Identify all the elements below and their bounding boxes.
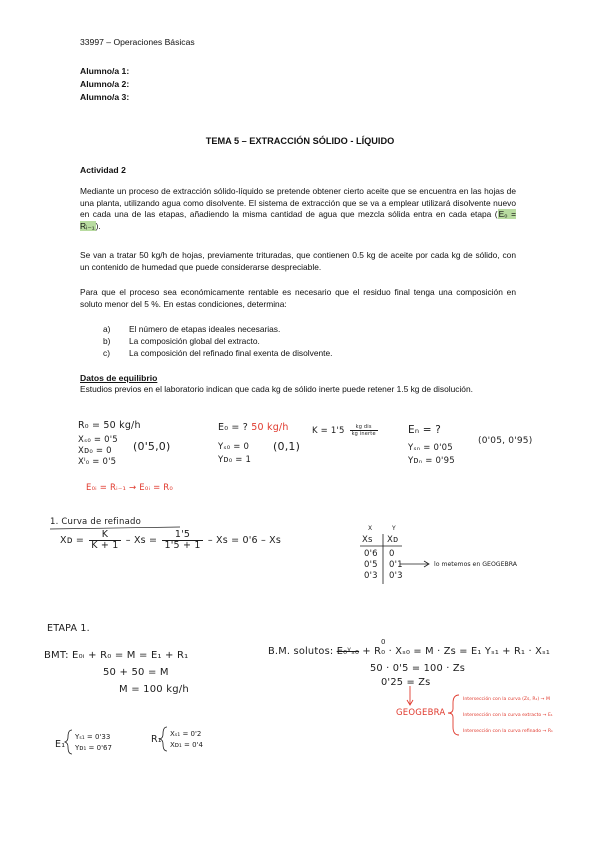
table-col-xd: Xᴅ	[387, 535, 399, 545]
stage-bm-rest: + R₀ · Xₛ₀ = M · Zs = E₁ Yₛ₁ + R₁ · Xₛ₁	[362, 646, 550, 657]
geogebra-brace	[448, 695, 459, 735]
question-c-marker: c)	[103, 348, 110, 358]
stage-bm-solutos	[268, 646, 550, 657]
stage-r1-xd: Xᴅ₁ = 0'4	[170, 741, 203, 749]
stage-bm-pre: B.M. solutos:	[268, 646, 334, 657]
intro-paragraph	[80, 186, 516, 232]
student-1-label: Alumno/a 1:	[80, 66, 130, 76]
stage-geogebra: GEOGEBRA	[396, 708, 446, 718]
note-k-unit-den: kg inerte	[351, 431, 376, 437]
table-row-1-xd: 0	[389, 549, 395, 559]
note-e0-value: 50 kg/h	[251, 422, 289, 433]
stage-bm-zero: 0	[381, 638, 386, 646]
note-e0	[218, 422, 289, 433]
table-head-y: Y	[392, 525, 396, 532]
note-yd0: Yᴅ₀ = 1	[218, 455, 252, 465]
stage-r1-label: R₁	[151, 734, 162, 745]
stage-title: ETAPA 1.	[47, 623, 90, 634]
note-en: Eₙ = ?	[408, 424, 442, 436]
stage-e1-yd: Yᴅ₁ = 0'67	[75, 744, 112, 752]
question-a-marker: a)	[103, 324, 111, 334]
table-row-1-xs: 0'6	[364, 549, 378, 559]
curve-frac-val-den: 1'5 + 1	[164, 540, 201, 551]
table-row-3-xs: 0'3	[364, 571, 378, 581]
condition-paragraph: Para que el proceso sea económicamente rentable es necesario que el residuo final tenga una composición en soluto menor del 5 %. En estas condiciones, determina:	[80, 287, 516, 309]
curve-frac-k-num: K	[89, 530, 120, 541]
stage-bmt-2: 50 + 50 = M	[103, 667, 169, 678]
curve-frac-val	[162, 530, 202, 551]
question-a	[103, 324, 280, 336]
note-xs0: Xₛ₀ = 0'5	[78, 435, 118, 445]
course-header: 33997 – Operaciones Básicas	[80, 37, 195, 47]
note-ysn: Yₛₙ = 0'05	[408, 443, 453, 453]
feed-paragraph: Se van a tratar 50 kg/h de hojas, previamente trituradas, que contienen 0.5 kg de aceite por cada kg de sólido, con un contenido de humedad que puede considerarse despreciable.	[80, 250, 516, 272]
curve-mid: – Xs =	[125, 535, 158, 546]
question-a-text: El número de etapas ideales necesarias.	[129, 324, 281, 334]
curve-equation	[60, 530, 281, 551]
note-point-en: (0'05, 0'95)	[478, 436, 533, 446]
note-k-unit	[350, 424, 378, 437]
table-row-3-xd: 0'3	[389, 571, 403, 581]
curve-frac-k	[89, 530, 120, 551]
stage-bmt: BMT: E₀ᵢ + R₀ = M = E₁ + R₁	[44, 650, 189, 661]
stage-bmt-3: M = 100 kg/h	[119, 684, 189, 695]
note-r0: R₀ = 50 kg/h	[78, 420, 141, 431]
note-point-e0: (0,1)	[273, 440, 301, 453]
table-arrow-head	[424, 561, 429, 567]
question-c	[103, 348, 332, 360]
note-ys0: Yₛ₀ = 0	[218, 442, 250, 452]
intro-text: Mediante un proceso de extracción sólido-líquido se pretende obtener cierto aceite que se encuentra en las hojas de una planta, utilizando agua como disolvente. El sistema de extracción que se va a emplear utilizará disolvente nuevo en cada una de las etapas, añadiendo la misma cantidad de agua que mezcla sólida entra en cada etapa (	[80, 186, 516, 220]
question-b	[103, 336, 260, 348]
equilibrium-text: Estudios previos en el laboratorio indican que cada kg de sólido inerte puede retener 1.5 kg de disolución.	[80, 384, 473, 394]
stage-e1-label: E₁	[55, 739, 66, 750]
stage-brace-note-2: Intersección con la curva extracto → E₁	[463, 713, 553, 718]
stage-r1-xs: Xₛ₁ = 0'2	[170, 730, 202, 738]
stage-brace-note-3: Intersección con la curva refinado → R₁	[463, 729, 553, 734]
curve-frac-k-den: K + 1	[91, 540, 119, 551]
table-row-2-xd: 0'1	[389, 560, 403, 570]
intro-end: ).	[95, 220, 101, 231]
curve-title-underline	[50, 527, 180, 529]
table-col-xs: Xs	[362, 535, 373, 545]
curve-title: 1. Curva de refinado	[50, 517, 141, 527]
note-k-unit-num: kg dis	[350, 424, 378, 431]
table-arrow-note: lo metemos en GEOGEBRA	[434, 561, 518, 568]
activity-heading: Actividad 2	[80, 165, 126, 175]
question-b-text: La composición global del extracto.	[129, 336, 260, 346]
curve-xd: Xᴅ =	[60, 535, 85, 546]
table-row-2-xs: 0'5	[364, 560, 378, 570]
stage-bm-3: 0'25 = Zs	[381, 677, 431, 688]
geogebra-arrow-head	[407, 700, 413, 705]
note-point-r0: (0'5,0)	[133, 440, 171, 453]
student-2-label: Alumno/a 2:	[80, 79, 130, 89]
note-e0-label: E₀ = ?	[218, 422, 249, 433]
e1-brace	[65, 730, 72, 754]
curve-tail: – Xs = 0'6 – Xs	[207, 535, 282, 546]
equilibrium-heading: Datos de equilibrio	[80, 373, 158, 383]
stage-bm-strike: E₀ʸₛ₀	[336, 646, 360, 657]
page-title: TEMA 5 – EXTRACCIÓN SÓLIDO - LÍQUIDO	[205, 136, 395, 146]
stage-bm-2: 50 · 0'5 = 100 · Zs	[370, 663, 466, 674]
note-xd0: Xᴅ₀ = 0	[78, 446, 112, 456]
note-k-label: K = 1'5	[312, 426, 345, 436]
note-k	[312, 424, 380, 437]
table-head-x: X	[368, 525, 373, 532]
note-ydn: Yᴅₙ = 0'95	[408, 456, 455, 466]
stage-e1-ys: Yₛ₁ = 0'33	[75, 733, 111, 741]
question-c-text: La composición del refinado final exenta de disolvente.	[129, 348, 333, 358]
curve-frac-val-num: 1'5	[162, 530, 202, 541]
stage-brace-note-1: Intersección con la curva (Zs, R₁) → M	[463, 697, 550, 702]
intro-highlight: E₀ = Rᵢ₋₁	[80, 209, 517, 231]
student-3-label: Alumno/a 3:	[80, 92, 130, 102]
question-b-marker: b)	[103, 336, 111, 346]
note-xi0: Xᴵ₀ = 0'5	[78, 457, 117, 467]
note-red-rule: E₀ᵢ = Rᵢ₋₁ → E₀ᵢ = R₀	[86, 483, 174, 493]
